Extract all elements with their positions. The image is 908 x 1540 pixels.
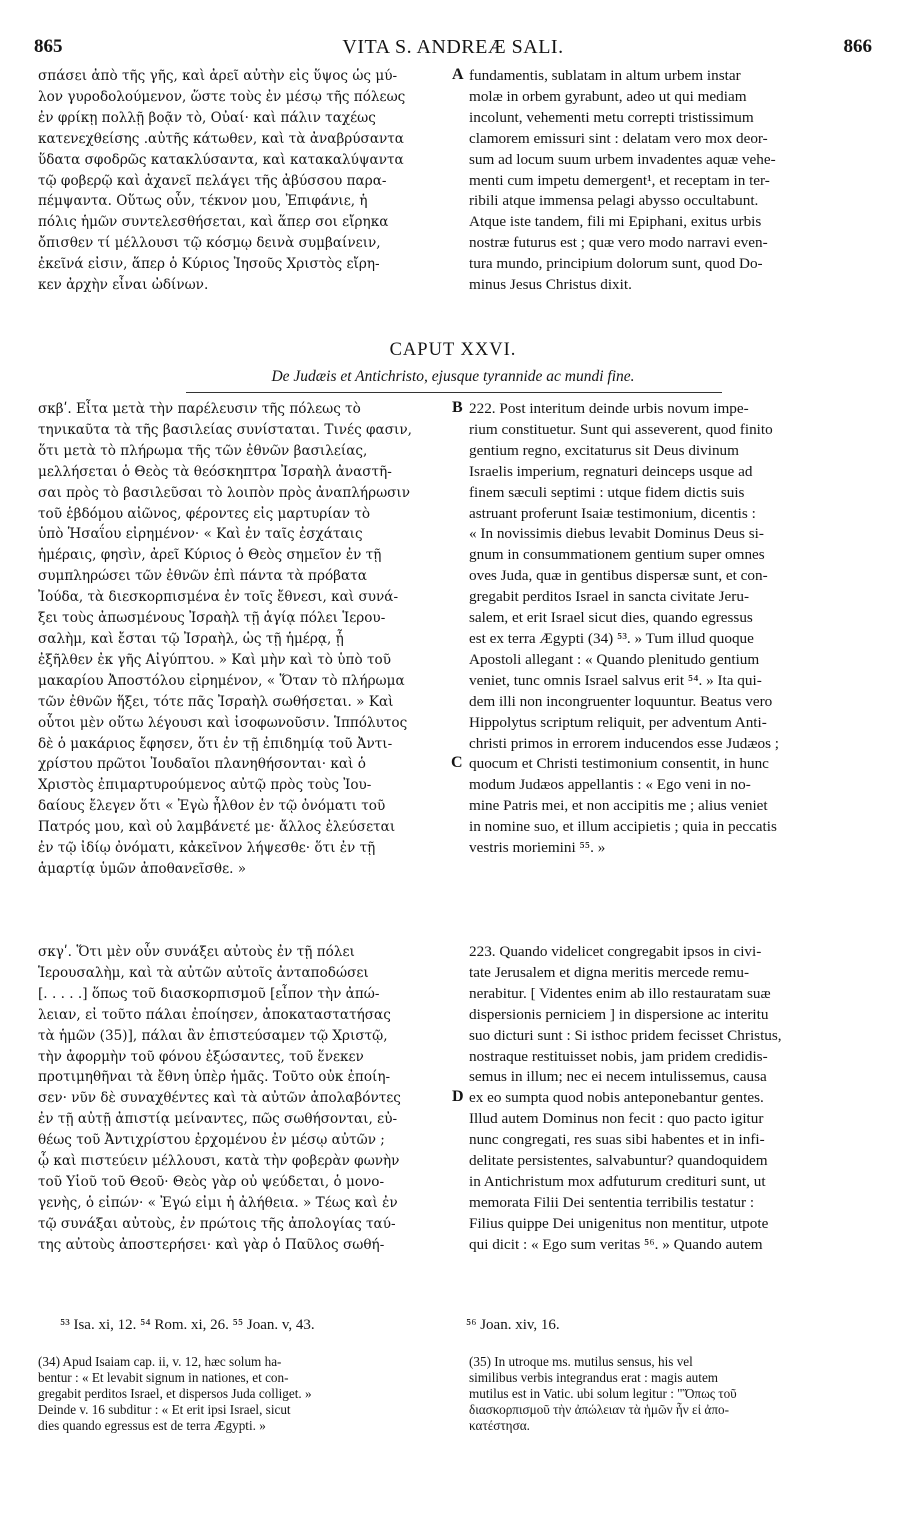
text-line: nerabitur. [ Videntes enim ab illo restauratam suæ xyxy=(469,984,771,1002)
text-line: λειαν, εἰ τοῦτο πάλαι ἐποίησεν, ἀποκαταστατήσας xyxy=(38,1006,391,1023)
text-line: θέως τοῦ Ἀντιχρίστου ἐρχομένου ἐν μέσῳ αὐτῶν ; xyxy=(38,1132,385,1149)
text-line: ἐν τῷ ἰδίῳ ὀνόματι, κἀκεῖνον λήψεσθε· ὅτι ἐν τῇ xyxy=(38,840,376,857)
note-line: κατέστησα. xyxy=(469,1418,530,1433)
text-line: rium constituetur. Sunt qui asseverent, quod finito xyxy=(469,420,773,438)
text-line: μακαρίου Ἀποστόλου εἰρημένον, « Ὅταν τὸ πλήρωμα xyxy=(38,672,405,689)
text-line: oves Juda, quæ in gentibus dispersæ sunt, et con- xyxy=(469,567,768,585)
text-line: προτιμηθῆναι τὰ ἔθνη ὑπὲρ ἡμᾶς. Τοῦτο οὐκ ἐποίη- xyxy=(38,1069,391,1086)
margin-marker-d: D xyxy=(452,1088,464,1105)
text-line: Ἱερουσαλὴμ, καὶ τὰ αὐτῶν αὐτοῖς ἀνταποδώσει xyxy=(38,964,369,981)
text-line: χρίστου πρῶτοι Ἰουδαῖοι πλανηθήσονται· καὶ ὁ xyxy=(38,756,366,773)
text-line: clamorem emissuri sint : delatam vero mox deor- xyxy=(469,129,768,147)
endnotes-right xyxy=(469,1354,873,1434)
note-line: mutilus est in Vatic. ubi solum legitur : "Ὅπως τοῦ xyxy=(469,1386,737,1401)
text-line: minus Jesus Christus dixit. xyxy=(469,276,632,294)
text-line: σαι πρὸς τὸ βασιλεῦσαι τὸ λοιπὸν πρὸς ἀναπλήρωσιν xyxy=(38,484,411,501)
chapter-subtitle: De Judæis et Antichristo, ejusque tyrannide ac mundi fine. xyxy=(271,368,635,385)
text-line: Χριστὸς ἐπιμαρτυρούμενος αὐτῷ πρὸς τοὺς Ἰου- xyxy=(38,777,372,794)
text-line: in nomine suo, et illum accipietis ; quia in peccatis xyxy=(469,818,777,836)
text-line: salem, et erit Israel sicut dies, quando egressus xyxy=(469,609,753,627)
text-line: ἁμαρτίᾳ ὑμῶν ἀποθανεῖσθε. » xyxy=(38,860,247,877)
text-line: Israelis imperium, regnaturi deinceps usque ad xyxy=(469,462,753,480)
text-line: σπάσει ἀπὸ τῆς γῆς, καὶ ἀρεῖ αὐτὴν εἰς ὕψος ὡς μύ- xyxy=(38,68,398,84)
margin-marker-a: A xyxy=(452,66,464,83)
text-line: σαλὴμ, καὶ ἔσται τῷ Ἰσραὴλ, ὡς τῇ ἡμέρᾳ, ᾗ xyxy=(38,630,344,647)
footnote-references-right: ⁵⁶ Joan. xiv, 16. xyxy=(466,1317,560,1333)
text-line: κεν ἀρχὴν εἶναι ὠδίνων. xyxy=(38,277,209,294)
text-line: τῷ συνάξαι αὐτοὺς, ἐν πρώτοις τῆς ἀπολογίας ταύ- xyxy=(38,1215,396,1232)
text-line: gentium regno, excitaturus sit Deus divinum xyxy=(469,441,739,459)
text-line: ᾧ καὶ πιστεύειν μέλλουσι, κατὰ τὴν φοβερὰν φωνὴν xyxy=(38,1153,400,1170)
running-title: VITA S. ANDREÆ SALI. xyxy=(342,36,564,58)
text-line: τηνικαῦτα τὰ τῆς βασιλείας συνίσταται. Τινές φασιν, xyxy=(38,421,412,438)
text-line: nostraque restituisset nobis, jam pridem credidis- xyxy=(469,1047,768,1065)
text-line: τὰ ἡμῶν (35)], πάλαι ἂν ἐπιστεύσαμεν τῷ Χριστῷ, xyxy=(38,1027,388,1044)
text-line: σκγʹ. Ὅτι μὲν οὖν συνάξει αὐτοὺς ἐν τῇ πόλει xyxy=(38,944,355,960)
margin-marker-b: B xyxy=(452,399,463,416)
text-line: ὑπὸ Ἡσαΐου εἰρημένον· « Καὶ ἐν ταῖς ἐσχάταις xyxy=(38,526,363,543)
text-line: μελλήσεται ὁ Θεὸς τὰ θεόσκηπτρα Ἰσραὴλ ἀναστῆ- xyxy=(38,463,392,480)
text-line: in Antichristum mox adfuturum credituri sunt, ut xyxy=(469,1172,766,1190)
text-line: « In novissimis diebus levabit Dominus Deus si- xyxy=(469,525,764,543)
text-line: astruant proferunt Isaiæ testimonium, dicentis : xyxy=(469,504,756,522)
text-line: [. . . . .] ὅπως τοῦ διασκορπισμοῦ [εἶπον τὴν ἀπώ- xyxy=(38,985,380,1002)
text-line: Hippolytus scriptum reliquit, per adventum Anti- xyxy=(469,713,767,731)
text-line: sum ad locum suum urbem invadentes aquæ vehe- xyxy=(469,150,776,168)
page-number-right: 866 xyxy=(843,36,872,57)
text-line: finem sæculi septimi : utque fidem dictis suis xyxy=(469,483,745,501)
text-line: ex eo sumpta quod nobis anteponebantur gentes. xyxy=(469,1089,764,1107)
text-line: Atque iste tandem, fili mi Epiphani, exitus urbis xyxy=(469,213,762,231)
note-line: (35) In utroque ms. mutilus sensus, his vel xyxy=(469,1354,693,1369)
footnote-references-left: ⁵³ Isa. xi, 12. ⁵⁴ Rom. xi, 26. ⁵⁵ Joan. v, 43. xyxy=(60,1317,315,1333)
text-line: dispersionis perniciem ] in dispersione ac interitu xyxy=(469,1005,769,1023)
text-line: σεν· νῦν δὲ συναχθέντες καὶ τὰ αὐτῶν ἀπολαβόντες xyxy=(38,1090,401,1107)
text-line: τῶν ἐθνῶν ἥξει, τότε πᾶς Ἰσραὴλ σωθήσεται. » Καὶ xyxy=(38,693,394,710)
text-line: πέμψαντα. Οὕτως οὖν, τέκνον μου, Ἐπιφάνιε, ἡ xyxy=(38,193,368,210)
margin-marker-c: C xyxy=(451,754,463,771)
text-line: τοῦ ἑβδόμου αἰῶνος, φέροντες εἰς μαρτυρίαν τὸ xyxy=(38,505,371,522)
text-line: nostræ futurus est ; quæ vero modo narravi even- xyxy=(469,234,768,252)
text-line: gregabit perditos Israel in sancta civitate Jeru- xyxy=(469,588,750,606)
greek-column-top xyxy=(38,66,450,296)
text-line: τοῦ Υἱοῦ τοῦ Θεοῦ· Θεὸς γὰρ οὐ ψεύδεται, ὁ μονο- xyxy=(38,1173,385,1190)
text-line: ξει τοὺς ἀπωσμένους Ἰσραὴλ τῇ ἁγίᾳ πόλει Ἱερου- xyxy=(38,610,386,627)
text-line: πόλις ἡμῶν συντελεσθήσεται, καὶ ἅπερ σοι εἴρηκα xyxy=(38,214,389,231)
note-line: (34) Apud Isaiam cap. ii, v. 12, hæc solum ha- xyxy=(38,1354,282,1369)
text-line: ὄπισθεν τί μέλλουσι τῷ κόσμῳ δεινὰ συμβαίνειν, xyxy=(38,235,381,252)
latin-section-223 xyxy=(469,942,873,1256)
text-line: nunc congregati, res suas sibi habentes et in infi- xyxy=(469,1131,765,1149)
text-line: ἐν φρίκῃ πολλῇ βοᾷν τὸ, Οὐαί· καὶ πάλιν ταχέως xyxy=(38,109,376,126)
text-line: memorata Filii Dei sententia terribilis testatur : xyxy=(469,1193,755,1211)
text-line: γενὴς, ὁ εἰπών· « Ἐγώ εἰμι ἡ ἀλήθεια. » Τέως καὶ ἐν xyxy=(38,1194,398,1211)
text-line: delitate persistentes, salvabuntur? quandoquidem xyxy=(469,1152,768,1170)
note-line: similibus verbis integrandus erat : magis autem xyxy=(469,1370,719,1385)
text-line: Filius quippe Dei unigenitus non mentitur, utpote xyxy=(469,1214,769,1232)
text-line: suo dicturi sunt : Si isthoc pridem fecisset Christus, xyxy=(469,1026,782,1044)
text-line: qui dicit : « Ego sum veritas ⁵⁶. » Quando autem xyxy=(469,1235,763,1253)
text-line: λον γυροδολούμενον, ὥστε τοὺς ἐν μέσῳ τῆς πόλεως xyxy=(38,88,406,105)
greek-section-223 xyxy=(38,942,450,1256)
text-line: τῷ φοβερῷ καὶ ἀχανεῖ πελάγει τῆς ἀβύσσου παρα- xyxy=(38,172,387,189)
note-line: διασκορπισμοῦ τὴν ἀπώλειαν τὰ ἡμῶν ἦν εἰ ἀπο- xyxy=(469,1402,729,1417)
text-line: vestris moriemini ⁵⁵. » xyxy=(469,839,606,857)
text-line: modum Judæos appellantis : « Ego veni in no- xyxy=(469,776,751,794)
text-line: christi primos in errorem inducendos esse Judæos ; xyxy=(469,734,780,752)
text-line: κατενεχθείσης .αὐτῆς κάτωθεν, καὶ τὰ ἀναβρύσαντα xyxy=(38,130,404,147)
text-line: ἐκεῖνά εἰσιν, ἅπερ ὁ Κύριος Ἰησοῦς Χριστὸς εἴρη- xyxy=(38,256,380,273)
text-line: gnum in consummationem gentium super omnes xyxy=(469,546,765,564)
text-line: δαίους ἔλεγεν ὅτι « Ἐγὼ ἦλθον ἐν τῷ ὀνόματι τοῦ xyxy=(38,798,386,815)
text-line: ἡμέραις, φησὶν, ἀρεῖ Κύριος ὁ Θεὸς σημεῖον ἐν τῇ xyxy=(38,547,382,564)
text-line: semus in illum; nec ei necem intulissemus, causa xyxy=(469,1068,767,1086)
text-line: της αὐτοὺς ἀποστερήσει· καὶ γὰρ ὁ Παῦλος σωθή- xyxy=(38,1236,385,1253)
text-line: δὲ ὁ μακάριος ἔφησεν, ὅτι ἐν τῇ ἐπιδημίᾳ τοῦ Ἀντι- xyxy=(38,735,393,752)
chapter-title: CAPUT XXVI. xyxy=(389,340,517,360)
text-line: σκβʹ. Εἶτα μετὰ τὴν παρέλευσιν τῆς πόλεως τὸ xyxy=(38,401,361,417)
text-line: est ex terra Ægypti (34) ⁵³. » Tum illud quoque xyxy=(469,629,754,647)
page-number-left: 865 xyxy=(34,36,63,57)
text-line: mine Patris mei, et non accipitis me ; alius veniet xyxy=(469,797,768,815)
greek-section-222 xyxy=(38,399,450,880)
text-line: incolunt, vehementi metu correpti tristissimum xyxy=(469,108,754,126)
text-line: Illud autem Dominus non fecit : quo pacto igitur xyxy=(469,1110,764,1128)
note-line: Deinde v. 16 subditur : « Et erit ipsi Israel, sicut xyxy=(38,1402,291,1417)
note-line: dies quando egressus est de terra Ægypti. » xyxy=(38,1418,266,1433)
text-line: Ἰούδα, τὰ διεσκορπισμένα ἐν τοῖς ἔθνεσι, καὶ συνά- xyxy=(38,589,399,606)
text-line: tate Jerusalem et digna meritis mercede remu- xyxy=(469,963,750,981)
running-header xyxy=(34,36,872,62)
text-line: οὗτοι μὲν οὕτω λέγουσι καὶ ἰσοφωνοῦσιν. Ἱππόλυτος xyxy=(38,714,408,731)
text-line: quocum et Christi testimonium consentit, in hunc xyxy=(469,755,769,773)
text-line: 222. Post interitum deinde urbis novum impe- xyxy=(469,400,749,417)
text-line: ἐν τῇ αὐτῇ ἀπιστίᾳ μείναντες, πῶς σωθήσονται, εὐ- xyxy=(38,1111,398,1128)
text-line: ἐξῆλθεν ἐκ γῆς Αἰγύπτου. » Καὶ μὴν καὶ τὸ ὑπὸ τοῦ xyxy=(38,651,391,668)
note-line: gregabit perditos Israel, et dispersos Juda colliget. » xyxy=(38,1386,312,1401)
text-line: tura mundo, principium dolorum sunt, quod Do- xyxy=(469,255,763,273)
text-line: menti cum impetu demergent¹, et receptam in ter- xyxy=(469,171,770,189)
note-line: bentur : « Et levabit signum in nationes, et con- xyxy=(38,1370,289,1385)
text-line: 223. Quando videlicet congregabit ipsos in civi- xyxy=(469,943,762,960)
text-line: ὕδατα σφοδρῶς κατακλύσαντα, καὶ κατακαλύψαντα xyxy=(38,151,404,168)
latin-column-top xyxy=(469,66,873,296)
text-line: ribili atque immensa pelagi abysso occultabunt. xyxy=(469,192,759,210)
text-line: fundamentis, sublatam in altum urbem instar xyxy=(469,67,741,84)
text-line: Πατρός μου, καὶ οὐ λαμβάνετέ με· ἄλλος ἐλεύσεται xyxy=(38,819,396,836)
text-line: veniet, tunc omnis Israel salvus erit ⁵⁴. » Ita qui- xyxy=(469,671,762,689)
text-line: συμπληρώσει τῶν ἐθνῶν ἐπὶ πάντα τὰ πρόβατα xyxy=(38,568,367,585)
endnotes-left xyxy=(38,1354,448,1434)
text-line: τὴν ἀφορμὴν τοῦ φόνου ἐξώσαντες, τοῦ ἕνεκεν xyxy=(38,1048,364,1065)
text-line: molæ in orbem gyrabunt, adeo ut qui mediam xyxy=(469,87,747,105)
text-line: dem illi non incongruenter loquuntur. Beatus vero xyxy=(469,692,773,710)
latin-section-222 xyxy=(469,399,873,859)
text-line: ὅτι μετὰ τὸ πλήρωμα τῆς τῶν ἐθνῶν βασιλείας, xyxy=(38,442,368,459)
title-rule xyxy=(186,392,722,393)
text-line: Apostoli allegant : « Quando plenitudo gentium xyxy=(469,650,760,668)
